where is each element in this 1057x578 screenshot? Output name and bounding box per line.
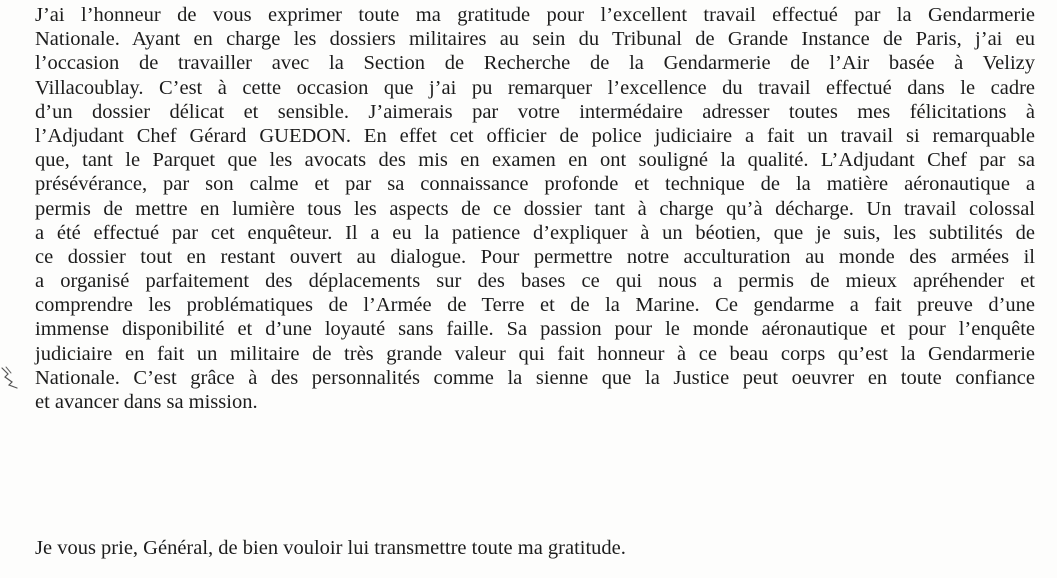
body-line: a organisé parfaitement des déplacements sur des bases ce qui nous a permis de mieux apréhender et [35, 270, 1035, 293]
body-line: que, tant le Parquet que les avocats des mis en examen en ont souligné la qualité. L’Adjudant Chef par sa [35, 149, 1035, 172]
body-line: comprendre les problématiques de l’Armée de Terre et de la Marine. Ce gendarme a fait preuve d’une [35, 294, 1035, 317]
body-line: d’un dossier délicat et sensible. J’aimerais par votre intermédaire adresser toutes mes félicitations à [35, 100, 1035, 123]
body-line: J’ai l’honneur de vous exprimer toute ma gratitude pour l’excellent travail effectué par la Gendarmerie [35, 4, 1035, 26]
body-line: l’Adjudant Chef Gérard GUEDON. En effet cet officier de police judiciaire a fait un travail si remarquable [35, 124, 1035, 147]
margin-scribble-mark [0, 364, 22, 390]
body-line: Nationale. C’est grâce à des personnalités comme la sienne que la Justice peut oeuvrer en toute confiance [35, 366, 1035, 389]
closing-sentence: Je vous prie, Général, de bien vouloir lui transmettre toute ma gratitude. [35, 537, 626, 559]
body-line: l’occasion de travailler avec la Section de Recherche de la Gendarmerie de l’Air basée à Velizy [35, 52, 1035, 75]
body-line: immense disponibilité et d’une loyauté sans faille. Sa passion pour le monde aéronautique et pour l’enquête [35, 318, 1035, 341]
body-line: Villacoublay. C’est à cette occasion que j’ai pu remarquer l’excellence du travail effectué dans le cadre [35, 76, 1035, 99]
body-line: a été effectué par cet enquêteur. Il a eu la patience d’expliquer à un béotien, que je suis, les subtilités de [35, 221, 1035, 244]
body-line-last: et avancer dans sa mission. [35, 391, 258, 413]
letter-body-paragraph [35, 3, 1035, 414]
body-line: judiciaire en fait un militaire de très grande valeur qui fait honneur à ce beau corps qu’est la Gendarmerie [35, 342, 1035, 365]
body-line: présévérance, par son calme et par sa connaissance profonde et technique de la matière aéronautique a [35, 173, 1035, 196]
body-line: ce dossier tout en restant ouvert au dialogue. Pour permettre notre acculturation au monde des armées il [35, 245, 1035, 268]
body-line: Nationale. Ayant en charge les dossiers militaires au sein du Tribunal de Grande Instance de Paris, j’ai eu [35, 28, 1035, 51]
body-line: permis de mettre en lumière tous les aspects de ce dossier tant à charge qu’à décharge. Un travail colossal [35, 197, 1035, 220]
